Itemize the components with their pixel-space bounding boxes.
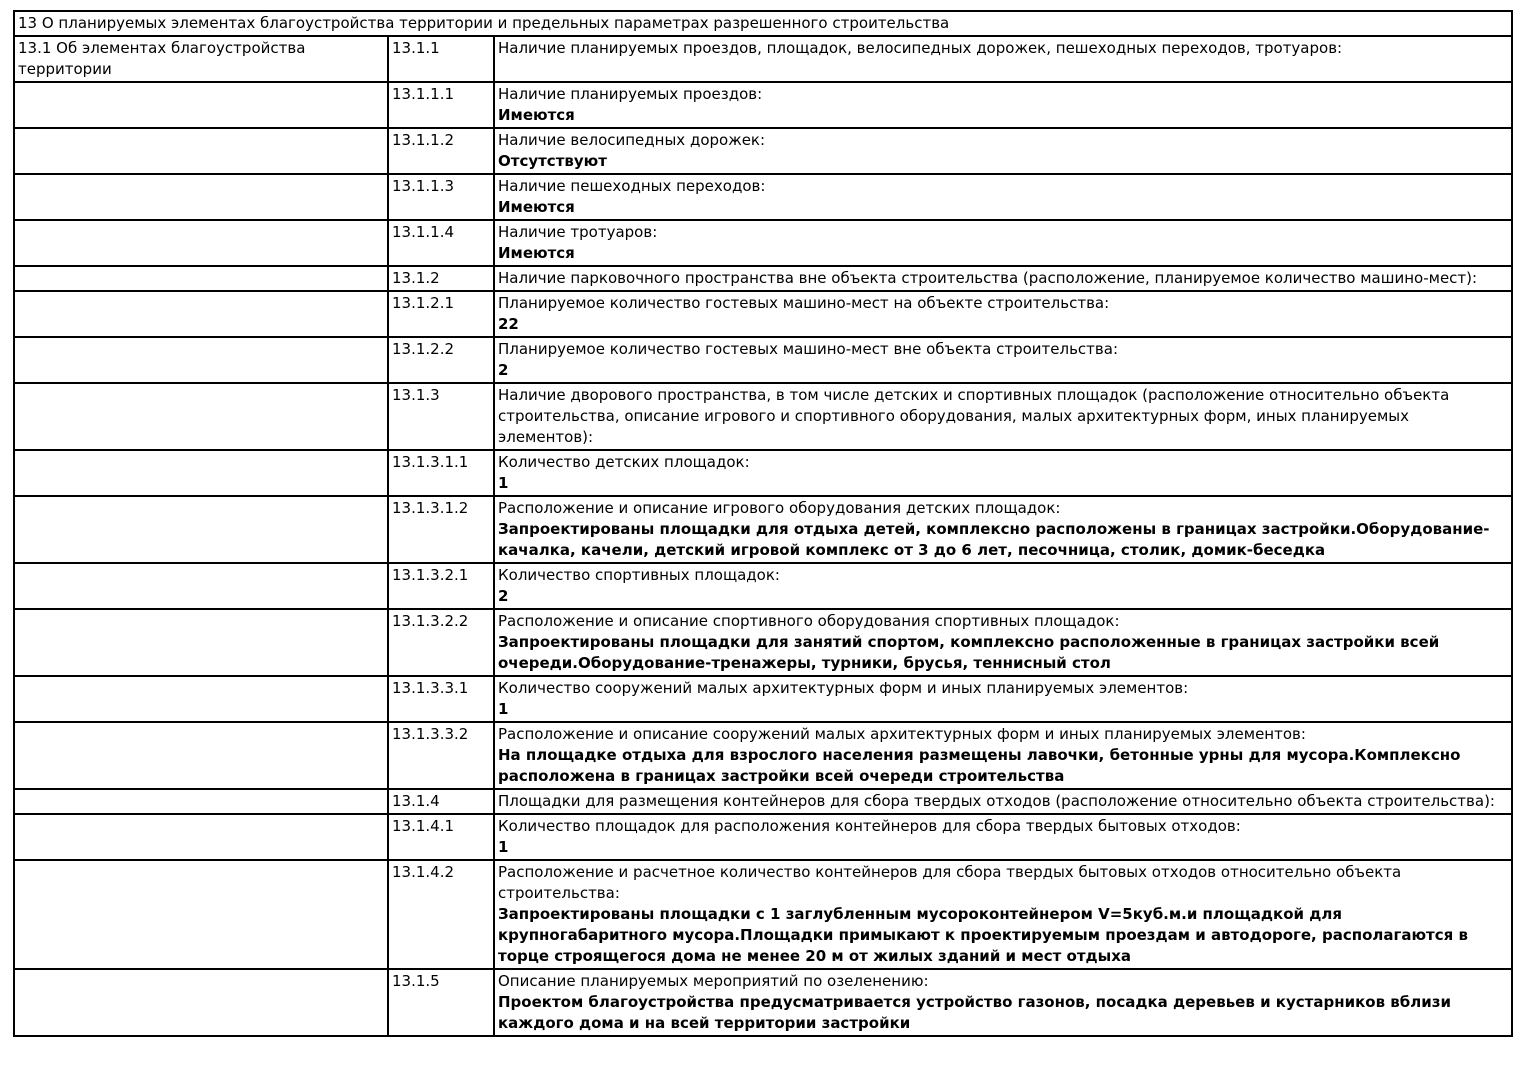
table-row <box>14 860 1512 969</box>
row-code: 13.1.3 <box>388 383 494 450</box>
row-value: Запроектированы площадки для отдыха детей, комплексно расположены в границах застройки.Оборудование-качалка, качели, детский игровой комплекс от 3 до 6 лет, песочница, столик, домик-беседка <box>498 520 1490 559</box>
row-value: Запроектированы площадки для занятий спортом, комплексно расположенные в границах застройки всей очереди.Оборудование-тренажеры, турники, брусья, теннисный стол <box>498 633 1440 672</box>
table-row <box>14 789 1512 814</box>
group-label-cell <box>14 789 388 814</box>
row-content-cell <box>494 814 1512 860</box>
row-code: 13.1.3.2.1 <box>388 563 494 609</box>
table-row <box>14 450 1512 496</box>
table-row <box>14 220 1512 266</box>
row-value: 1 <box>498 838 509 856</box>
row-content-cell <box>494 220 1512 266</box>
row-code: 13.1.2.1 <box>388 291 494 337</box>
row-code: 13.1.3.3.1 <box>388 676 494 722</box>
row-label: Наличие дворового пространства, в том числе детских и спортивных площадок (расположение относительно объекта строительства, описание игрового и спортивного оборудования, малых архитектурных форм, иных планируемых элементов): <box>498 386 1450 446</box>
group-label-cell <box>14 174 388 220</box>
group-label-cell <box>14 814 388 860</box>
group-label-cell <box>14 337 388 383</box>
row-content-cell <box>494 266 1512 291</box>
row-value: 2 <box>498 587 509 605</box>
row-label: Количество спортивных площадок: <box>498 566 780 584</box>
row-code: 13.1.4 <box>388 789 494 814</box>
row-code: 13.1.3.2.2 <box>388 609 494 676</box>
row-content-cell <box>494 496 1512 563</box>
row-label: Наличие планируемых проездов: <box>498 85 763 103</box>
group-label-cell <box>14 128 388 174</box>
row-content-cell <box>494 860 1512 969</box>
row-value: Проектом благоустройства предусматривается устройство газонов, посадка деревьев и кустарников вблизи каждого дома и на всей территории застройки <box>498 993 1451 1032</box>
group-label-cell: 13.1 Об элементах благоустройства территории <box>14 36 388 82</box>
row-content-cell <box>494 450 1512 496</box>
row-value: 2 <box>498 361 509 379</box>
row-code: 13.1.1 <box>388 36 494 82</box>
row-label: Количество сооружений малых архитектурных форм и иных планируемых элементов: <box>498 679 1189 697</box>
row-label: Расположение и описание игрового оборудования детских площадок: <box>498 499 1061 517</box>
row-value: Имеются <box>498 198 575 216</box>
row-content-cell <box>494 789 1512 814</box>
group-label-cell <box>14 82 388 128</box>
group-label-cell <box>14 860 388 969</box>
row-content-cell <box>494 291 1512 337</box>
table-row <box>14 969 1512 1036</box>
row-code: 13.1.3.3.2 <box>388 722 494 789</box>
row-label: Количество площадок для расположения контейнеров для сбора твердых бытовых отходов: <box>498 817 1241 835</box>
row-label: Наличие тротуаров: <box>498 223 658 241</box>
row-code: 13.1.1.4 <box>388 220 494 266</box>
table-row <box>14 814 1512 860</box>
row-label: Наличие велосипедных дорожек: <box>498 131 766 149</box>
row-content-cell <box>494 676 1512 722</box>
row-label: Наличие планируемых проездов, площадок, велосипедных дорожек, пешеходных переходов, тротуаров: <box>498 39 1343 57</box>
row-label: Описание планируемых мероприятий по озеленению: <box>498 972 929 990</box>
table-row <box>14 128 1512 174</box>
table-row <box>14 82 1512 128</box>
row-code: 13.1.2 <box>388 266 494 291</box>
row-label: Расположение и расчетное количество контейнеров для сбора твердых бытовых отходов относительно объекта строительства: <box>498 863 1402 902</box>
document-sheet <box>13 10 1513 1037</box>
row-content-cell <box>494 969 1512 1036</box>
row-value: Отсутствуют <box>498 152 607 170</box>
row-value: Имеются <box>498 244 575 262</box>
row-code: 13.1.5 <box>388 969 494 1036</box>
table-row <box>14 36 1512 82</box>
row-code: 13.1.4.1 <box>388 814 494 860</box>
row-content-cell <box>494 36 1512 82</box>
row-code: 13.1.1.3 <box>388 174 494 220</box>
table-row <box>14 174 1512 220</box>
row-value: 22 <box>498 315 519 333</box>
row-label: Планируемое количество гостевых машино-мест вне объекта строительства: <box>498 340 1118 358</box>
group-label-cell <box>14 450 388 496</box>
row-content-cell <box>494 383 1512 450</box>
row-label: Наличие парковочного пространства вне объекта строительства (расположение, планируемое количество машино-мест): <box>498 269 1478 287</box>
row-content-cell <box>494 128 1512 174</box>
declaration-table <box>13 10 1513 1037</box>
row-value: Имеются <box>498 106 575 124</box>
row-content-cell <box>494 337 1512 383</box>
table-row <box>14 676 1512 722</box>
table-row <box>14 496 1512 563</box>
group-label-cell <box>14 969 388 1036</box>
row-label: Площадки для размещения контейнеров для сбора твердых отходов (расположение относительно объекта строительства): <box>498 792 1495 810</box>
group-label-cell <box>14 220 388 266</box>
row-content-cell <box>494 82 1512 128</box>
row-content-cell <box>494 174 1512 220</box>
group-label-cell <box>14 676 388 722</box>
row-label: Планируемое количество гостевых машино-мест на объекте строительства: <box>498 294 1110 312</box>
row-label: Наличие пешеходных переходов: <box>498 177 766 195</box>
row-value: 1 <box>498 700 509 718</box>
row-content-cell <box>494 563 1512 609</box>
section-header: 13 О планируемых элементах благоустройства территории и предельных параметрах разрешенного строительства <box>14 11 1512 36</box>
group-label-cell <box>14 563 388 609</box>
row-code: 13.1.3.1.1 <box>388 450 494 496</box>
table-row <box>14 266 1512 291</box>
row-code: 13.1.1.2 <box>388 128 494 174</box>
table-row <box>14 609 1512 676</box>
row-label: Расположение и описание сооружений малых архитектурных форм и иных планируемых элементов: <box>498 725 1306 743</box>
group-label-cell <box>14 496 388 563</box>
group-label-cell <box>14 291 388 337</box>
row-content-cell <box>494 609 1512 676</box>
table-row <box>14 722 1512 789</box>
row-value: На площадке отдыха для взрослого населения размещены лавочки, бетонные урны для мусора.Комплексно расположена в границах застройки всей очереди строительства <box>498 746 1461 785</box>
group-label-cell <box>14 266 388 291</box>
table-row <box>14 563 1512 609</box>
row-content-cell <box>494 722 1512 789</box>
table-row <box>14 383 1512 450</box>
row-label: Расположение и описание спортивного оборудования спортивных площадок: <box>498 612 1120 630</box>
group-label-cell <box>14 722 388 789</box>
row-value: 1 <box>498 474 509 492</box>
section-header-row <box>14 11 1512 36</box>
group-label-cell <box>14 383 388 450</box>
row-code: 13.1.3.1.2 <box>388 496 494 563</box>
table-row <box>14 291 1512 337</box>
table-row <box>14 337 1512 383</box>
row-label: Количество детских площадок: <box>498 453 750 471</box>
row-code: 13.1.2.2 <box>388 337 494 383</box>
group-label-cell <box>14 609 388 676</box>
row-code: 13.1.1.1 <box>388 82 494 128</box>
row-value: Запроектированы площадки с 1 заглубленным мусороконтейнером V=5куб.м.и площадкой для крупногабаритного мусора.Площадки примыкают к проектируемым проездам и автодороге, располагаются в торце строящегося дома не менее 20 м от жилых зданий и мест отдыха <box>498 905 1468 965</box>
row-code: 13.1.4.2 <box>388 860 494 969</box>
